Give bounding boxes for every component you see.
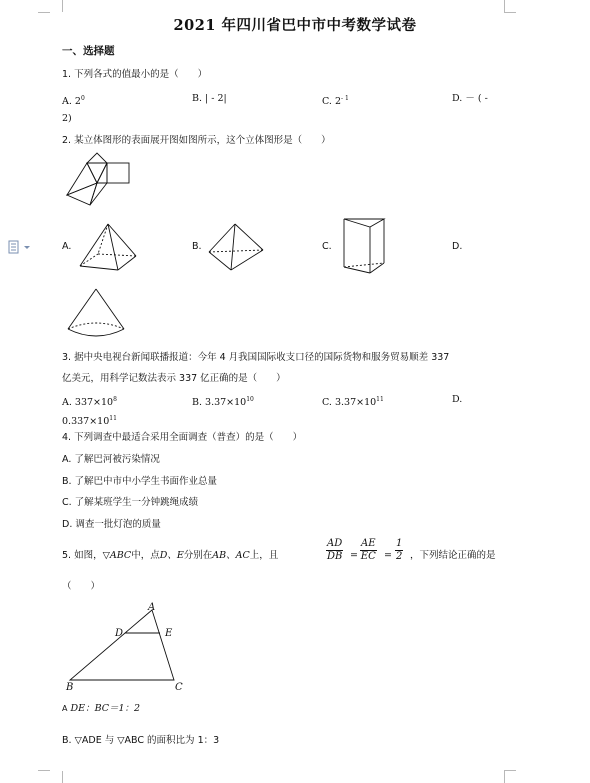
q5-answer-paren: （ ） — [62, 581, 101, 592]
q3-option-a[interactable]: A. $337\times 10^8$ — [62, 396, 117, 409]
q4-option-c[interactable]: C. 了解某班学生一分钟跳绳成绩 — [62, 497, 199, 508]
equals-sign: = — [350, 550, 358, 561]
q1-option-d-cont: 2) — [62, 113, 72, 124]
fraction-ad-db: $\frac{AD}{DB}$ — [326, 538, 343, 562]
q1-option-c[interactable]: C. $2^{- 1}$ — [322, 95, 349, 108]
q2-option-a[interactable]: A. — [62, 241, 72, 252]
crop-mark — [504, 771, 517, 783]
net-figure — [62, 155, 142, 215]
q3-option-d[interactable]: D. — [452, 394, 463, 405]
q4-option-b[interactable]: B. 了解巴中市中小学生书面作业总量 — [62, 476, 218, 487]
q3-option-b[interactable]: B. $3.37\times 10^{10}$ — [192, 396, 254, 409]
q2-stem: 2. 某立体图形的表面展开图如图所示，这个立体图形是（ ） — [62, 135, 331, 146]
q5-option-a[interactable]: A DE：BC＝1：2 — [62, 703, 141, 714]
crop-mark — [504, 0, 517, 12]
section-heading: 一、选择题 — [62, 45, 115, 57]
page-title: 2021 年四川省巴中市中考数学试卷 — [173, 17, 417, 34]
q5-stem-cont: ，下列结论正确的是 — [410, 550, 496, 561]
cone-d-figure — [66, 287, 126, 339]
q4-option-a[interactable]: A. 了解巴河被污染情况 — [62, 454, 160, 465]
pyramid-b-figure — [205, 222, 267, 272]
crop-mark — [38, 12, 50, 13]
q3-stem-cont: 亿美元，用科学记数法表示 337 亿正确的是（ ） — [62, 373, 286, 384]
vertex-e-label: E — [165, 628, 173, 639]
prism-c-figure — [340, 215, 390, 275]
equals-sign: = — [384, 550, 392, 561]
q5-option-b[interactable]: B. ▽ADE 与 ▽ABC 的面积比为 1：3 — [62, 735, 220, 746]
document-outline-icon[interactable] — [8, 240, 34, 254]
q1-option-a[interactable]: A. $2^0$ — [62, 95, 85, 108]
crop-mark — [504, 770, 516, 771]
q4-stem: 4. 下列调查中最适合采用全面调查（普查）的是（ ） — [62, 432, 303, 443]
q3-option-d-cont: $0.337\times 10^{11}$ — [62, 415, 117, 428]
vertex-d-label: D — [115, 628, 124, 639]
crop-mark — [504, 12, 516, 13]
vertex-c-label: C — [175, 682, 183, 693]
q1-option-d[interactable]: D. － ( - — [452, 93, 488, 104]
q2-option-c[interactable]: C. — [322, 241, 332, 252]
q4-option-d[interactable]: D. 调查一批灯泡的质量 — [62, 519, 161, 530]
q2-option-d[interactable]: D. — [452, 241, 463, 252]
vertex-a-label: A — [148, 602, 156, 613]
crop-mark — [50, 771, 63, 783]
crop-mark — [38, 770, 50, 771]
fraction-one-half: $\frac{1}{2}$ — [396, 538, 403, 562]
q2-option-b[interactable]: B. — [192, 241, 202, 252]
q1-option-b[interactable]: B. | - 2| — [192, 93, 227, 104]
vertex-b-label: B — [66, 682, 74, 693]
q3-stem: 3. 据中央电视台新闻联播报道：今年 4 月我国国际收支口径的国际货物和服务贸易顺差 337 — [62, 352, 450, 363]
q1-stem: 1. 下列各式的值最小的是（ ） — [62, 69, 208, 80]
q5-stem: 5. 如图，▽ABC中，点D、E分别在AB、AC上，且 — [62, 550, 279, 561]
crop-mark — [50, 0, 63, 12]
fraction-ae-ec: $\frac{AE}{EC}$ — [360, 538, 376, 562]
q3-option-c[interactable]: C. $3.37\times 10^{11}$ — [322, 396, 384, 409]
pyramid-a-figure — [78, 222, 140, 272]
